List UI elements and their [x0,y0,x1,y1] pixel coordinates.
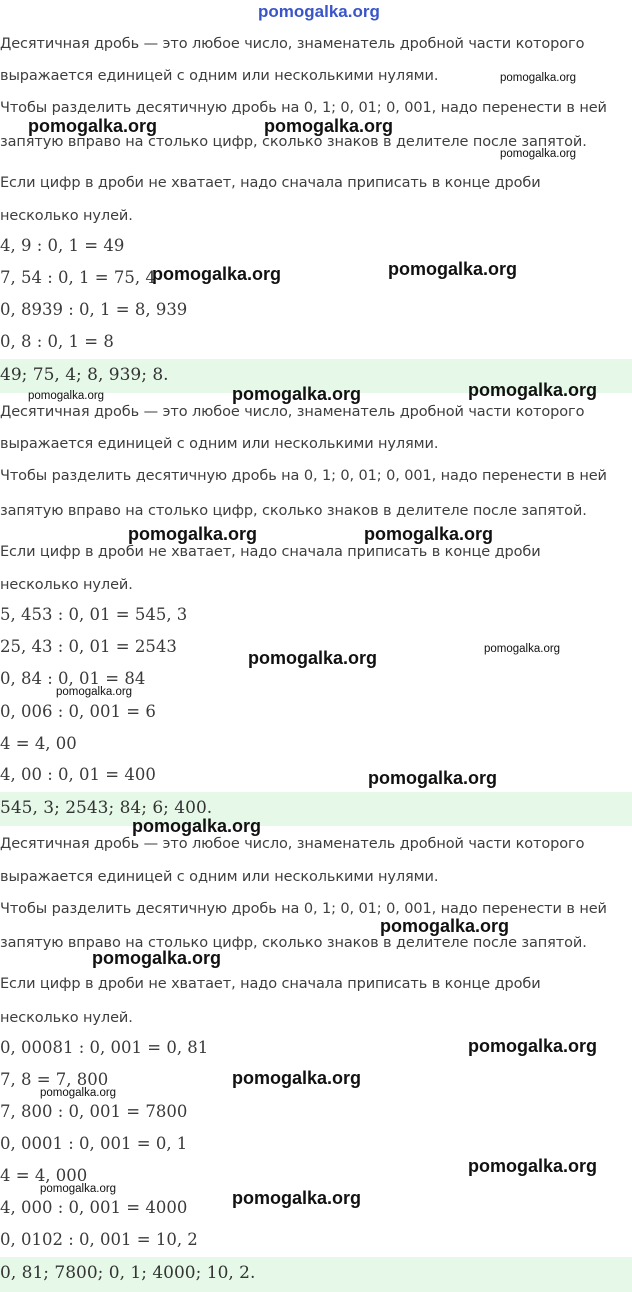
watermark: pomogalka.org [468,380,598,400]
block3-intro-line-5: Если цифр в дроби не хватает, надо сначала приписать в конце дроби [0,976,541,992]
watermark: pomogalka.org [92,948,222,968]
block2-equation-5: 4 = 4, 00 [0,734,77,753]
watermark: pomogalka.org [500,72,577,84]
block1-equation-1: 4, 9 : 0, 1 = 49 [0,236,125,255]
watermark: pomogalka.org [368,768,498,788]
watermark: pomogalka.org [468,1156,598,1176]
watermark: pomogalka.org [468,1036,598,1056]
block2-intro-line-1: Десятичная дробь — это любое число, знаменатель дробной части которого [0,404,585,420]
watermark: pomogalka.org [232,384,362,404]
block3-equation-3: 7, 800 : 0, 001 = 7800 [0,1102,188,1121]
block1-equation-2: 7, 54 : 0, 1 = 75, 4 [0,268,156,287]
block3-intro-line-4: запятую вправо на столько цифр, сколько знаков в делителе после запятой. [0,935,587,951]
block3-equation-1: 0, 00081 : 0, 001 = 0, 81 [0,1038,209,1057]
block2-intro-line-6: несколько нулей. [0,577,133,593]
watermark: pomogalka.org [232,1188,362,1208]
block1-intro-line-4: запятую вправо на столько цифр, сколько знаков в делителе после запятой. [0,134,587,150]
watermark: pomogalka.org [28,390,105,402]
block3-equation-6: 4, 000 : 0, 001 = 4000 [0,1198,188,1217]
block2-equation-3: 0, 84 : 0, 01 = 84 [0,669,146,688]
watermark: pomogalka.org [132,816,262,836]
block2-intro-line-4: запятую вправо на столько цифр, сколько знаков в делителе после запятой. [0,503,587,519]
block3-equation-7: 0, 0102 : 0, 001 = 10, 2 [0,1230,198,1249]
block3-equation-2: 7, 8 = 7, 800 [0,1070,109,1089]
block1-equation-3: 0, 8939 : 0, 1 = 8, 939 [0,300,188,319]
block3-intro-line-3: Чтобы разделить десятичную дробь на 0, 1; 0, 01; 0, 001, надо перенести в ней [0,901,607,917]
block1-intro-line-6: несколько нулей. [0,208,133,224]
block1-intro-line-1: Десятичная дробь — это любое число, знаменатель дробной части которого [0,36,585,52]
watermark: pomogalka.org [500,148,577,160]
block1-intro-line-3: Чтобы разделить десятичную дробь на 0, 1; 0, 01; 0, 001, надо перенести в ней [0,100,607,116]
block2-intro-line-5: Если цифр в дроби не хватает, надо сначала приписать в конце дроби [0,544,541,560]
block2-intro-line-3: Чтобы разделить десятичную дробь на 0, 1; 0, 01; 0, 001, надо перенести в ней [0,468,607,484]
watermark: pomogalka.org [40,1087,117,1099]
block2-equation-1: 5, 453 : 0, 01 = 545, 3 [0,605,188,624]
watermark: pomogalka.org [364,524,494,544]
block1-answer: 49; 75, 4; 8, 939; 8. [0,365,169,385]
block3-intro-line-1: Десятичная дробь — это любое число, знаменатель дробной части которого [0,836,585,852]
watermark: pomogalka.org [484,643,561,655]
watermark: pomogalka.org [56,686,133,698]
block2-equation-4: 0, 006 : 0, 001 = 6 [0,702,156,721]
watermark: pomogalka.org [264,116,394,136]
block2-equation-6: 4, 00 : 0, 01 = 400 [0,765,156,784]
block3-equation-5: 4 = 4, 000 [0,1166,88,1185]
block2-equation-2: 25, 43 : 0, 01 = 2543 [0,637,177,656]
watermark: pomogalka.org [128,524,258,544]
block2-answer: 545, 3; 2543; 84; 6; 400. [0,798,213,818]
watermark: pomogalka.org [152,264,282,284]
watermark: pomogalka.org [248,648,378,668]
block2-answer-bar [0,792,632,826]
block3-equation-4: 0, 0001 : 0, 001 = 0, 1 [0,1134,188,1153]
block3-answer: 0, 81; 7800; 0, 1; 4000; 10, 2. [0,1263,256,1283]
watermark: pomogalka.org [388,259,518,279]
block1-equation-4: 0, 8 : 0, 1 = 8 [0,332,114,351]
site-header-link[interactable]: pomogalka.org [258,2,380,21]
block1-intro-line-5: Если цифр в дроби не хватает, надо сначала приписать в конце дроби [0,175,541,191]
watermark: pomogalka.org [380,916,510,936]
block3-intro-line-2: выражается единицей с одним или несколькими нулями. [0,869,439,885]
block3-intro-line-6: несколько нулей. [0,1010,133,1026]
watermark: pomogalka.org [40,1183,117,1195]
block3-answer-bar [0,1257,632,1292]
watermark: pomogalka.org [28,116,158,136]
watermark: pomogalka.org [232,1068,362,1088]
block2-intro-line-2: выражается единицей с одним или несколькими нулями. [0,436,439,452]
block1-intro-line-2: выражается единицей с одним или несколькими нулями. [0,68,439,84]
